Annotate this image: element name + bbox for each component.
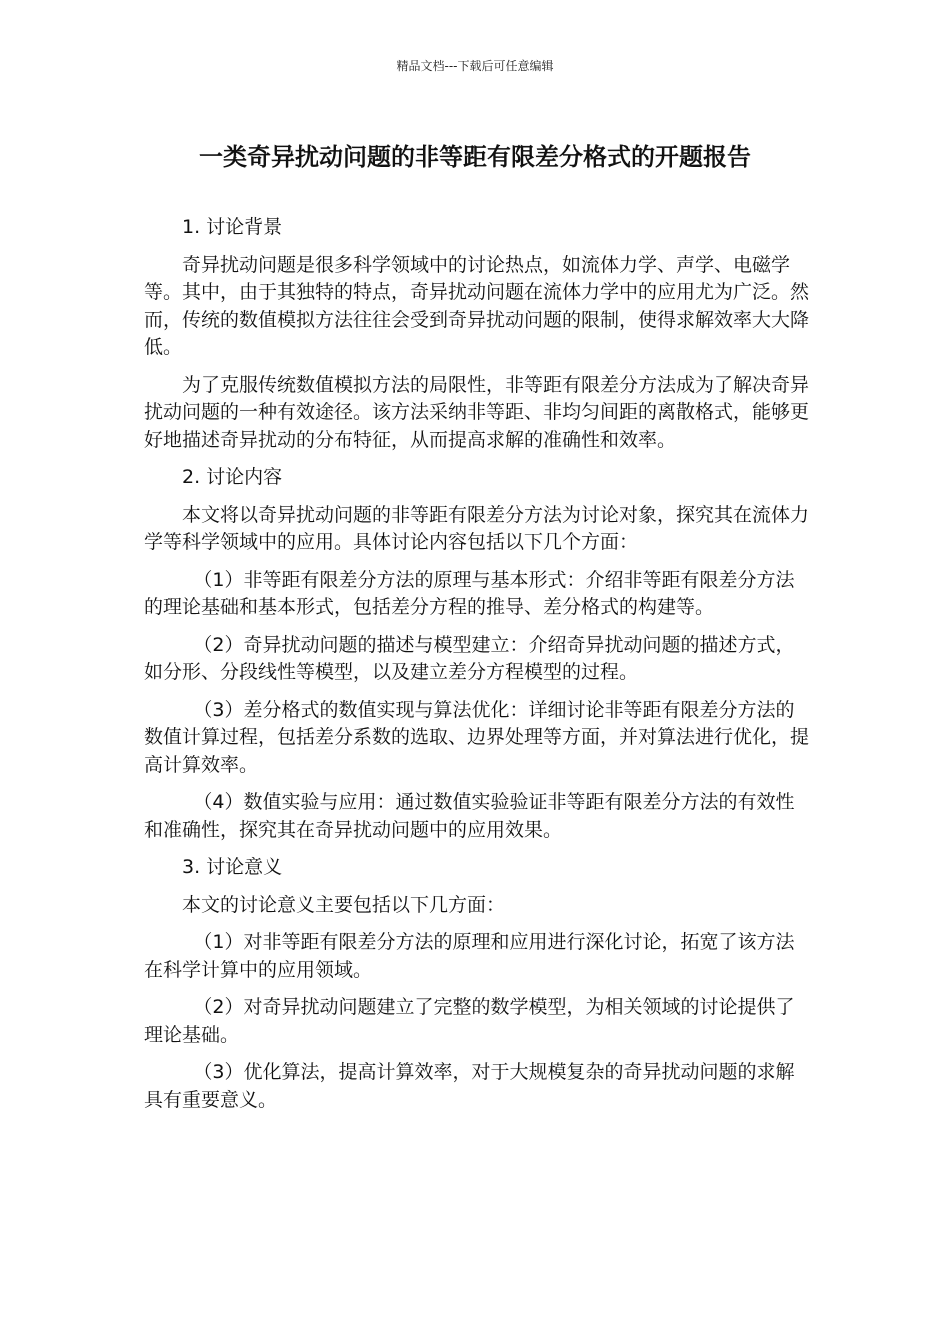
paragraph-content-intro: 本文将以奇异扰动问题的非等距有限差分方法为讨论对象，探究其在流体力学等科学领域中的应用。具体讨论内容包括以下几个方面： [144, 503, 810, 553]
list-item-significance-3: （3）优化算法，提高计算效率，对于大规模复杂的奇异扰动问题的求解具有重要意义。 [144, 1061, 795, 1111]
list-item-content-4: （4）数值实验与应用：通过数值实验验证非等距有限差分方法的有效性和准确性，探究其在奇异扰动问题中的应用效果。 [144, 791, 795, 841]
paragraph-significance-intro: 本文的讨论意义主要包括以下几方面： [182, 893, 506, 916]
paragraph-background-2: 为了克服传统数值模拟方法的局限性，非等距有限差分方法成为了解决奇异扰动问题的一种有效途径。该方法采纳非等距、非均匀间距的离散格式，能够更好地描述奇异扰动的分布特征，从而提高求解的准确性和效率。 [144, 373, 810, 451]
list-item-significance-1: （1）对非等距有限差分方法的原理和应用进行深化讨论，拓宽了该方法在科学计算中的应用领域。 [144, 931, 795, 981]
section-heading-background: 1. 讨论背景 [182, 216, 283, 238]
list-item-content-3: （3）差分格式的数值实现与算法优化：详细讨论非等距有限差分方法的数值计算过程，包括差分系数的选取、边界处理等方面，并对算法进行优化，提高计算效率。 [144, 698, 810, 776]
list-item-content-1: （1）非等距有限差分方法的原理与基本形式：介绍非等距有限差分方法的理论基础和基本形式，包括差分方程的推导、差分格式的构建等。 [144, 568, 795, 618]
paragraph-background-1: 奇异扰动问题是很多科学领域中的讨论热点，如流体力学、声学、电磁学等。其中，由于其独特的特点，奇异扰动问题在流体力学中的应用尤为广泛。然而，传统的数值模拟方法往往会受到奇异扰动问题的限制，使得求解效率大大降低。 [144, 253, 810, 358]
section-heading-content: 2. 讨论内容 [182, 466, 283, 488]
list-item-content-2: （2）奇异扰动问题的描述与模型建立：介绍奇异扰动问题的描述方式，如分形、分段线性等模型，以及建立差分方程模型的过程。 [144, 633, 795, 683]
section-heading-significance: 3. 讨论意义 [182, 856, 283, 878]
page-header: 精品文档---下载后可任意编辑 [396, 59, 554, 73]
document-body [144, 214, 810, 1124]
document-title: 一类奇异扰动问题的非等距有限差分格式的开题报告 [199, 143, 751, 171]
list-item-significance-2: （2）对奇异扰动问题建立了完整的数学模型，为相关领域的讨论提供了理论基础。 [144, 996, 795, 1046]
